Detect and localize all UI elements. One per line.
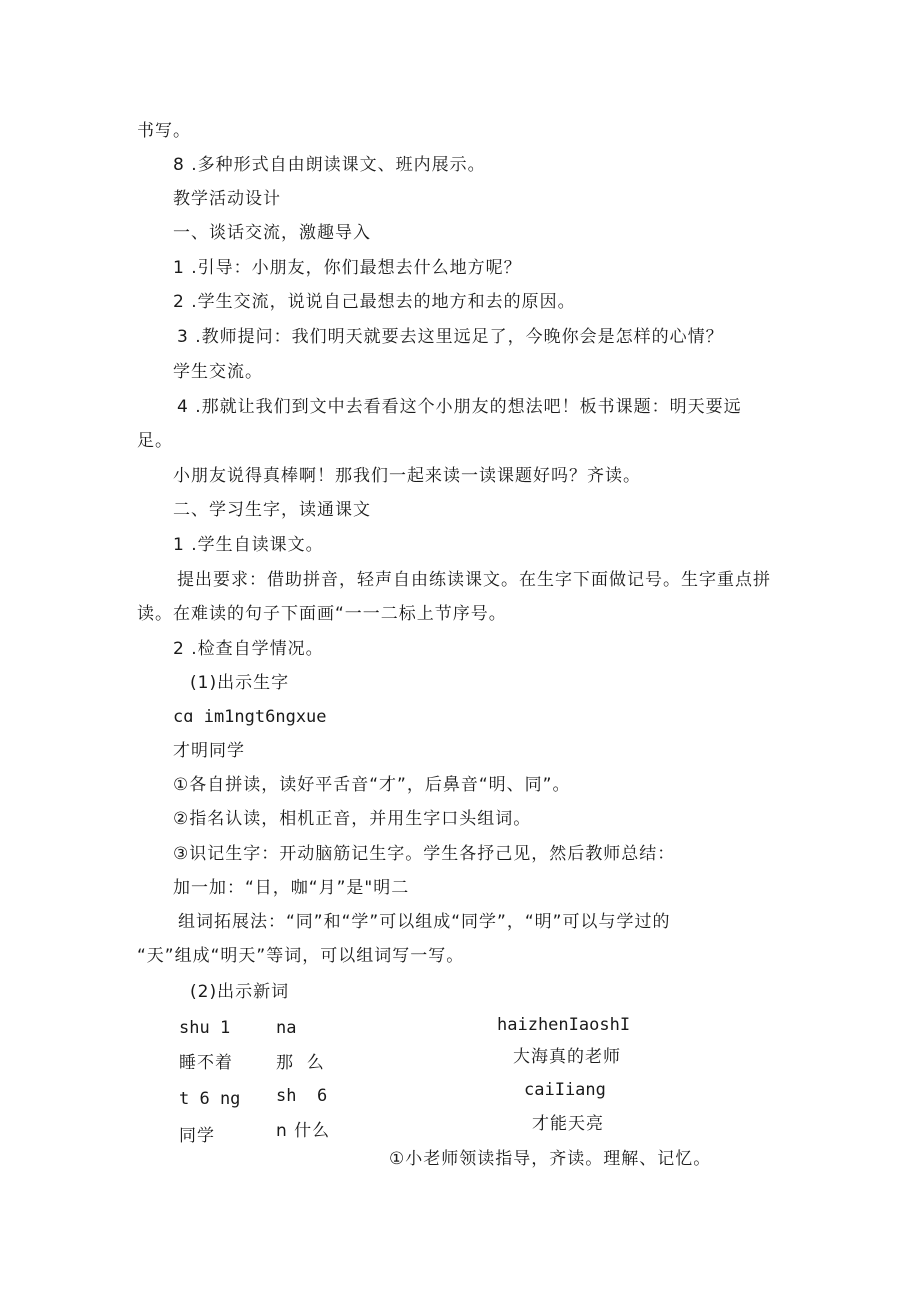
word: 那 么	[276, 1053, 325, 1073]
text-line: 2 .学生交流，说说自己最想去的地方和去的原因。	[173, 292, 576, 312]
text-line: 3 .教师提问：我们明天就要去这里远足了，今晚你会是怎样的心情？	[177, 327, 724, 347]
text-line: 书写。	[137, 121, 191, 141]
text-line: 组词拓展法：“同”和“学”可以组成“同学”，“明”可以与学过的	[178, 912, 671, 932]
text-line: 1 .学生自读课文。	[173, 535, 324, 555]
text-line: 才明同学	[173, 741, 245, 761]
text-line: 足。	[137, 431, 173, 451]
text-line: 小朋友说得真棒啊！那我们一起来读一读课题好吗？齐读。	[173, 466, 641, 486]
text-line: 学生交流。	[173, 362, 263, 382]
text-line: ③识记生字：开动脑筋记生字。学生各抒己见，然后教师总结：	[173, 844, 676, 864]
text-line: 提出要求：借助拼音，轻声自由练读课文。在生字下面做记号。生字重点拼	[177, 570, 771, 590]
pinyin-word: shu 1	[179, 1018, 231, 1038]
word: 睡不着	[179, 1053, 233, 1073]
pinyin-word: t 6 ng	[179, 1089, 241, 1109]
text-line: ①各自拼读，读好平舌音“才”，后鼻音“明、同”。	[173, 775, 571, 795]
pinyin-line: cɑ im1ngt6ngxue	[173, 707, 327, 727]
section-heading: 二、学习生字，读通课文	[173, 500, 371, 520]
text-line: 4 .那就让我们到文中去看看这个小朋友的想法吧！板书课题：明天要远	[177, 397, 742, 417]
word: n 什么	[276, 1121, 331, 1141]
section-heading: 一、谈话交流，激趣导入	[173, 223, 371, 243]
text-line: “天”组成“明天”等词，可以组词写一写。	[137, 946, 465, 966]
word: 同学	[179, 1126, 215, 1146]
text-line: 1 .引导：小朋友，你们最想去什么地方呢？	[173, 258, 522, 278]
text-line: ①小老师领读指导，齐读。理解、记忆。	[389, 1149, 712, 1169]
text-line: 2 .检查自学情况。	[173, 639, 324, 659]
section-heading: 教学活动设计	[173, 189, 281, 209]
text-line: 读。在难读的句子下面画“一一二标上节序号。	[137, 604, 507, 624]
pinyin-word: haizhenIaoshI	[497, 1015, 631, 1035]
word: 才能天亮	[532, 1114, 604, 1134]
pinyin-word: sh 6	[276, 1086, 328, 1106]
pinyin-word: na	[276, 1018, 297, 1038]
word: 大海真的老师	[513, 1047, 621, 1067]
text-line: ②指名认读，相机正音，并用生字口头组词。	[173, 809, 532, 829]
pinyin-word: caiIiang	[524, 1080, 606, 1100]
text-line: (1)出示生字	[190, 673, 290, 693]
text-line: 8 .多种形式自由朗读课文、班内展示。	[173, 155, 486, 175]
text-line: 加一加：“日，咖“月”是"明二	[173, 878, 410, 898]
text-line: (2)出示新词	[190, 982, 290, 1002]
